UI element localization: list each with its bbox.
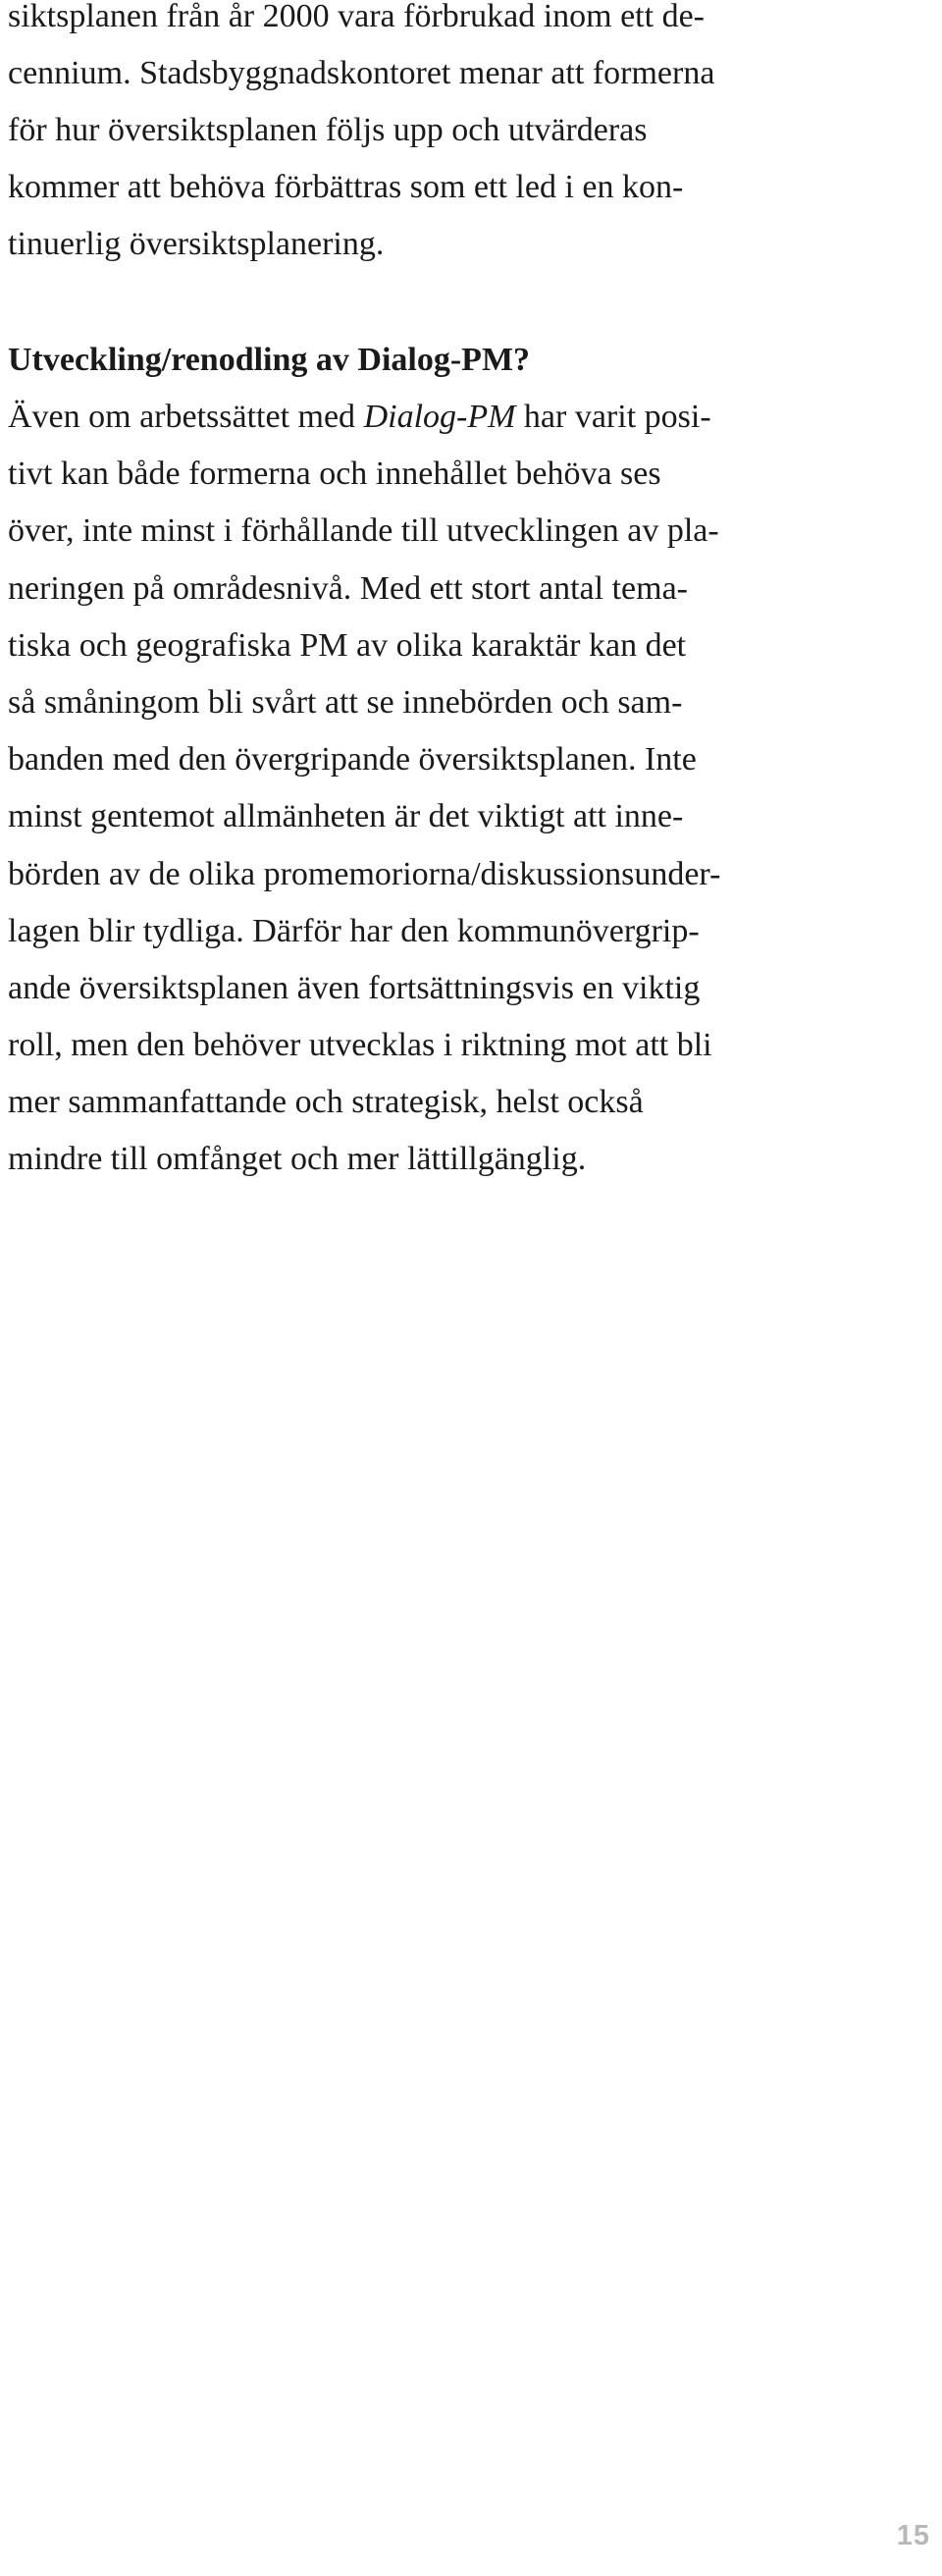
text-line: över, inte minst i förhållande till utvecklingen av pla-	[8, 512, 719, 550]
text-line: neringen på områdesnivå. Med ett stort antal tema-	[8, 569, 688, 607]
text-line: tiska och geografiska PM av olika karaktär kan det	[8, 626, 687, 664]
text-segment: har varit posi-	[515, 399, 711, 435]
text-line: siktsplanen från år 2000 vara förbrukad inom ett de-	[8, 0, 705, 34]
section-paragraph	[8, 389, 891, 1189]
text-line: tivt kan både formerna och innehållet behöva ses	[8, 456, 661, 493]
text-line: mer sammanfattande och strategisk, helst också	[8, 1084, 644, 1121]
text-segment: Även om arbetssättet med	[8, 399, 364, 435]
text-line: så småningom bli svårt att se innebörden och sam-	[8, 683, 683, 721]
text-line: cennium. Stadsbyggnadskontoret menar att formerna	[8, 55, 715, 91]
italic-term: Dialog-PM	[363, 399, 516, 435]
page-number: 15	[896, 2520, 930, 2551]
section-heading: Utveckling/renodling av Dialog-PM?	[8, 342, 531, 378]
text-line: roll, men den behöver utvecklas i riktning mot att bli	[8, 1027, 712, 1064]
text-line: börden av de olika promemoriorna/diskussionsunder-	[8, 855, 721, 892]
text-line: kommer att behöva förbättras som ett led i en kon-	[8, 169, 684, 205]
text-line: lagen blir tydliga. Därför har den kommunövergrip-	[8, 912, 700, 949]
text-line: minst gentemot allmänheten är det viktigt att inne-	[8, 798, 684, 835]
text-line: banden med den övergripande översiktsplanen. Inte	[8, 741, 697, 778]
text-line: tinuerlig översiktsplanering.	[8, 226, 385, 262]
text-line: mindre till omfånget och mer lättillgänglig.	[8, 1141, 587, 1178]
continued-paragraph	[8, 0, 891, 273]
text-line-first	[8, 389, 891, 446]
text-line: för hur översiktsplanen följs upp och utvärderas	[8, 112, 648, 148]
text-line: ande översiktsplanen även fortsättningsvis en viktig	[8, 969, 701, 1006]
